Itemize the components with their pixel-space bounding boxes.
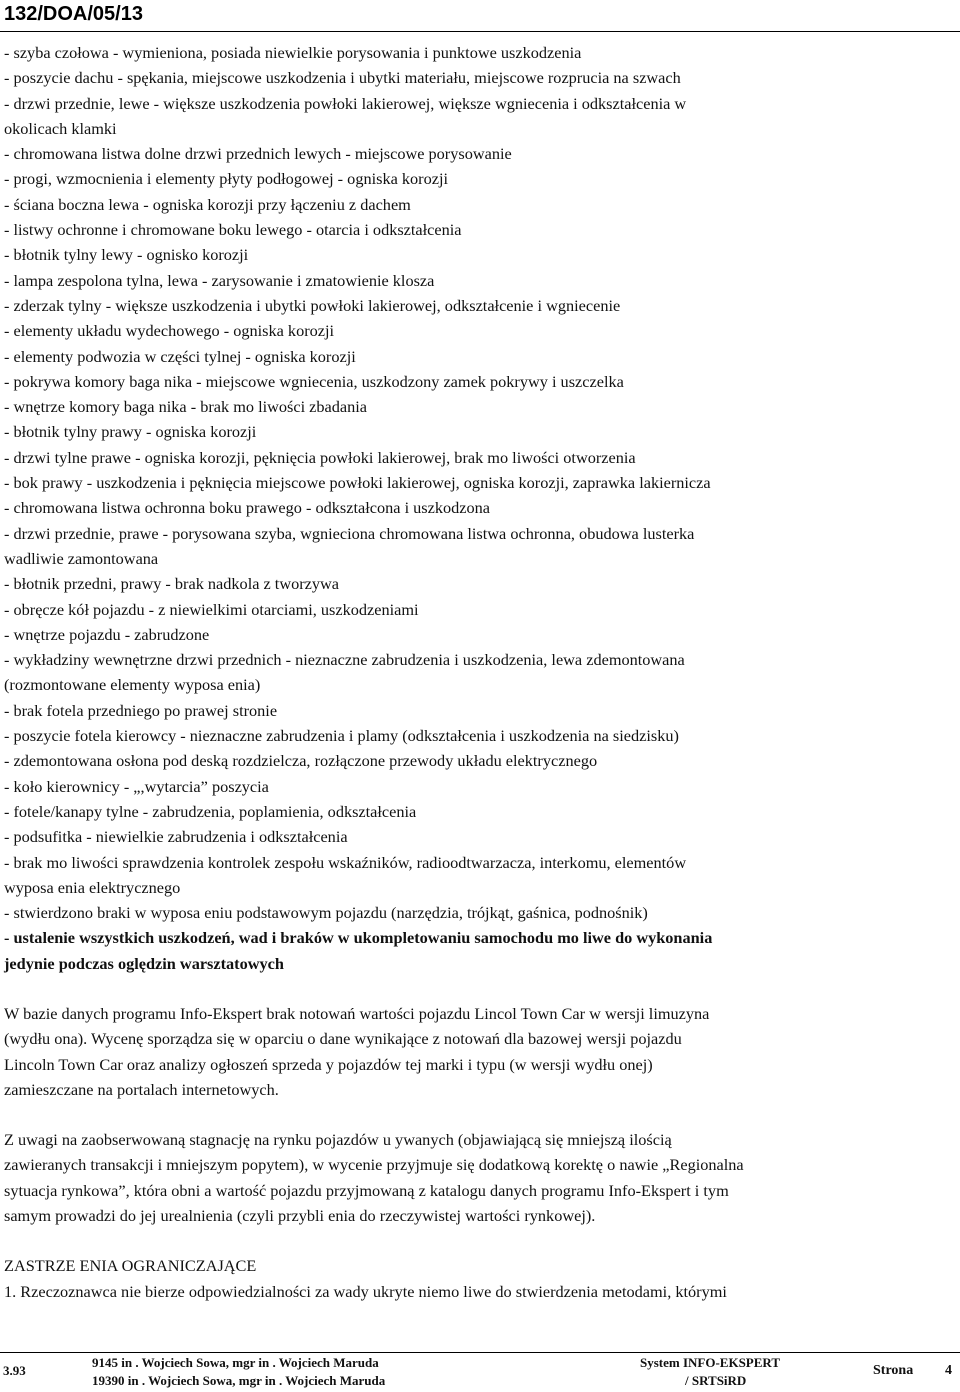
section-heading: ZASTRZE ENIA OGRANICZAJĄCE <box>4 1256 257 1276</box>
header-divider <box>0 31 960 32</box>
page-number: 4 <box>945 1363 952 1378</box>
damage-line: - wykładziny wewnętrzne drzwi przednich - nieznaczne zabrudzenia i uszkodzenia, lewa zdemontowana <box>4 650 685 670</box>
damage-line: - koło kierownicy - „,wytarcia” poszycia <box>4 776 269 796</box>
damage-line: - szyba czołowa - wymieniona, posiada niewielkie porysowania i punktowe uszkodzenia <box>4 43 582 62</box>
section-first-line: 1. Rzeczoznawca nie bierze odpowiedzialności za wady ukryte niemo liwe do stwierdzenia metodami, którymi <box>4 1281 727 1301</box>
damage-line: - brak fotela przedniego po prawej stronie <box>4 700 278 720</box>
damage-line: - lampa zespolona tylna, lewa - zarysowanie i zmatowienie klosza <box>4 270 435 290</box>
paragraph-line: W bazie danych programu Info-Ekspert brak notowań wartości pojazdu Lincol Town Car w wersji limuzyna <box>4 1003 710 1023</box>
damage-line: - wnętrze komory baga nika - brak mo liwości zbadania <box>4 397 368 417</box>
paragraph-line: Lincoln Town Car oraz analizy ogłoszeń sprzeda y pojazdów tej marki i typu (w wersji wydłu onej) <box>4 1054 653 1074</box>
paragraph-line: Z uwagi na zaobserwowaną stagnację na rynku pojazdów u ywanych (objawiającą się mniejszą ilością <box>4 1130 672 1150</box>
license-line: 19390 in . Wojciech Sowa, mgr in . Wojciech Maruda <box>92 1373 386 1388</box>
document-code: 132/DOA/05/13 <box>4 3 143 25</box>
valuation-paragraph <box>4 1001 950 1102</box>
paragraph-line: zawieranych transakcji i mniejszym popytem), w wycenie przyjmuje się dodatkową korektę o nawie „Regionalna <box>4 1155 744 1175</box>
damage-line: - podsufitka - niewielkie zabrudzenia i odkształcenia <box>4 827 348 847</box>
program-version: 3.93 <box>3 1363 26 1378</box>
damage-line: - brak mo liwości sprawdzenia kontrolek zespołu wskaźników, radioodtwarzacza, interkomu, elementów <box>4 852 687 872</box>
damage-line: - chromowana listwa dolne drzwi przednich lewych - miejscowe porysowanie <box>4 144 512 164</box>
damage-line: - poszycie dachu - spękania, miejscowe uszkodzenia i ubytki materiału, miejscowe rozprucia na szwach <box>4 68 681 88</box>
damage-line: - elementy podwozia w części tylnej - ogniska korozji <box>4 346 356 366</box>
document-header <box>0 0 960 30</box>
damage-list <box>4 40 950 976</box>
damage-line: - elementy układu wydechowego - ogniska korozji <box>4 321 335 341</box>
damage-line: - wnętrze pojazdu - zabrudzone <box>4 624 210 644</box>
paragraph-spacer <box>4 1228 950 1253</box>
damage-line: - pokrywa komory baga nika - miejscowe wgniecenia, uszkodzony zamek pokrywy i uszczelka <box>4 371 624 391</box>
damage-line: - chromowana listwa ochronna boku prawego - odkształcona i uszkodzona <box>4 498 491 518</box>
paragraph-line: samym prowadzi do jej urealnienia (czyli przybli enia do rzeczywistej wartości rynkowej). <box>4 1206 596 1226</box>
damage-line: okolicach klamki <box>4 118 117 138</box>
damage-line: - obręcze kół pojazdu - z niewielkimi otarciami, uszkodzeniami <box>4 599 419 619</box>
paragraph-line: zamieszczane na portalach internetowych. <box>4 1079 279 1099</box>
market-paragraph <box>4 1127 950 1228</box>
paragraph-line: (wydłu ona). Wycenę sporządza się w oparciu o dane wynikające z notowań dla bazowej wersji pojazdu <box>4 1029 682 1049</box>
damage-line: - drzwi tylne prawe - ogniska korozji, pęknięcia powłoki lakierowej, brak mo liwości otworzenia <box>4 447 636 467</box>
paragraph-spacer <box>4 1102 950 1127</box>
damage-line: - listwy ochronne i chromowane boku lewego - otarcia i odkształcenia <box>4 220 462 240</box>
bold-note-line: - ustalenie wszystkich uszkodzeń, wad i braków w ukompletowaniu samochodu mo liwe do wykonania <box>4 928 713 948</box>
system-name: System INFO-EKSPERT <box>640 1355 781 1370</box>
page-label: Strona <box>873 1363 914 1378</box>
damage-line: - fotele/kanapy tylne - zabrudzenia, poplamienia, odkształcenia <box>4 801 417 821</box>
damage-line: wadliwie zamontowana <box>4 548 159 568</box>
license-line: 9145 in . Wojciech Sowa, mgr in . Wojciech Maruda <box>92 1355 379 1370</box>
damage-line: - drzwi przednie, lewe - większe uszkodzenia powłoki lakierowej, większe wgniecenia i odkształcenia w <box>4 93 687 113</box>
damage-line: - ściana boczna lewa - ogniska korozji przy łączeniu z dachem <box>4 194 411 214</box>
damage-line: wyposa enia elektrycznego <box>4 877 181 897</box>
damage-line: - drzwi przednie, prawe - porysowana szyba, wgnieciona chromowana listwa ochronna, obudowa lusterka <box>4 523 695 543</box>
system-org: / SRTSiRD <box>685 1373 747 1388</box>
damage-line: - stwierdzono braki w wyposa eniu podstawowym pojazdu (narzędzia, trójkąt, gaśnica, podnośnik) <box>4 903 648 923</box>
damage-line: - zderzak tylny - większe uszkodzenia i ubytki powłoki lakierowej, odkształcenie i wgniecenie <box>4 295 621 315</box>
damage-line: - błotnik przedni, prawy - brak nadkola z tworzywa <box>4 574 340 594</box>
damage-line: - progi, wzmocnienia i elementy płyty podłogowej - ogniska korozji <box>4 169 449 189</box>
damage-line: - błotnik tylny lewy - ognisko korozji <box>4 245 249 265</box>
paragraph-line: sytuacja rynkowa”, która obni a wartość pojazdu przyjmowaną z katalogu danych programu Info-Ekspert i tym <box>4 1180 729 1200</box>
footer-divider <box>0 1352 960 1353</box>
damage-line: - poszycie fotela kierowcy - nieznaczne zabrudzenia i plamy (odkształcenia i uszkodzenia na siedzisku) <box>4 726 679 746</box>
damage-line: - bok prawy - uszkodzenia i pęknięcia miejscowe powłoki lakierowej, ogniska korozji, zaprawka lakiernicza <box>4 473 711 493</box>
damage-line: - zdemontowana osłona pod deską rozdzielcza, rozłączone przewody układu elektrycznego <box>4 751 598 771</box>
paragraph-spacer <box>4 976 950 1001</box>
damage-line: - błotnik tylny prawy - ogniska korozji <box>4 422 257 442</box>
damage-line: (rozmontowane elementy wyposa enia) <box>4 675 261 695</box>
document-body <box>4 40 950 1304</box>
document-footer <box>0 1350 960 1392</box>
bold-note-line: jedynie podczas oględzin warsztatowych <box>4 953 284 973</box>
